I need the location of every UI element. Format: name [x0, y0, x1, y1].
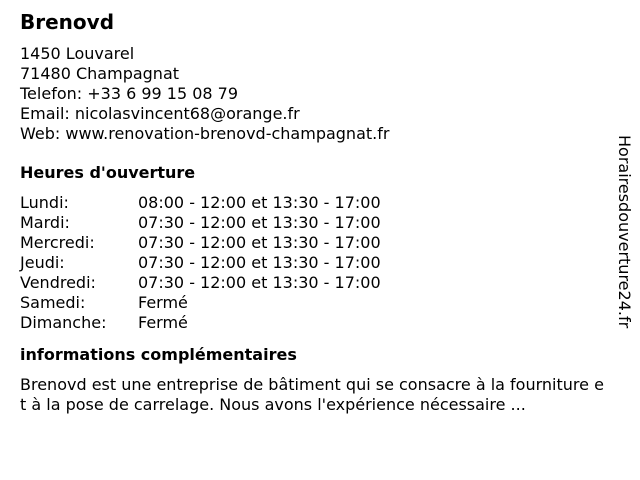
info-title: informations complémentaires — [20, 345, 297, 364]
info-description: Brenovd est une entreprise de bâtiment qui se consacre à la fourniture et à la pose de carrelage. Nous avons l'expérience nécessaire ... — [20, 375, 604, 414]
hours-table — [20, 193, 610, 333]
web-line: Web: www.renovation-brenovd-champagnat.fr — [20, 124, 390, 143]
contact-block — [20, 44, 610, 144]
time-value: Fermé — [138, 313, 188, 332]
address-street: 1450 Louvarel — [20, 44, 135, 63]
time-value: 07:30 - 12:00 et 13:30 - 17:00 — [138, 253, 381, 272]
day-label: Dimanche: — [20, 313, 107, 332]
time-value: 07:30 - 12:00 et 13:30 - 17:00 — [138, 273, 381, 292]
time-value: 08:00 - 12:00 et 13:30 - 17:00 — [138, 193, 381, 212]
business-listing — [20, 10, 610, 415]
day-label: Vendredi: — [20, 273, 96, 292]
hours-row-dimanche — [20, 313, 610, 333]
time-value: Fermé — [138, 293, 188, 312]
day-label: Lundi: — [20, 193, 69, 212]
hours-row-lundi — [20, 193, 610, 213]
day-label: Jeudi: — [20, 253, 65, 272]
site-watermark-label: Horairesdouverture24.fr — [615, 135, 634, 329]
hours-row-jeudi — [20, 253, 610, 273]
hours-title: Heures d'ouverture — [20, 163, 196, 182]
day-label: Mardi: — [20, 213, 70, 232]
time-value: 07:30 - 12:00 et 13:30 - 17:00 — [138, 233, 381, 252]
day-label: Samedi: — [20, 293, 86, 312]
phone-line: Telefon: +33 6 99 15 08 79 — [20, 84, 239, 103]
time-value: 07:30 - 12:00 et 13:30 - 17:00 — [138, 213, 381, 232]
hours-row-mardi — [20, 213, 610, 233]
business-name: Brenovd — [20, 10, 115, 34]
hours-row-vendredi — [20, 273, 610, 293]
hours-row-samedi — [20, 293, 610, 313]
email-line: Email: nicolasvincent68@orange.fr — [20, 104, 300, 123]
address-city: 71480 Champagnat — [20, 64, 180, 83]
day-label: Mercredi: — [20, 233, 95, 252]
hours-row-mercredi — [20, 233, 610, 253]
